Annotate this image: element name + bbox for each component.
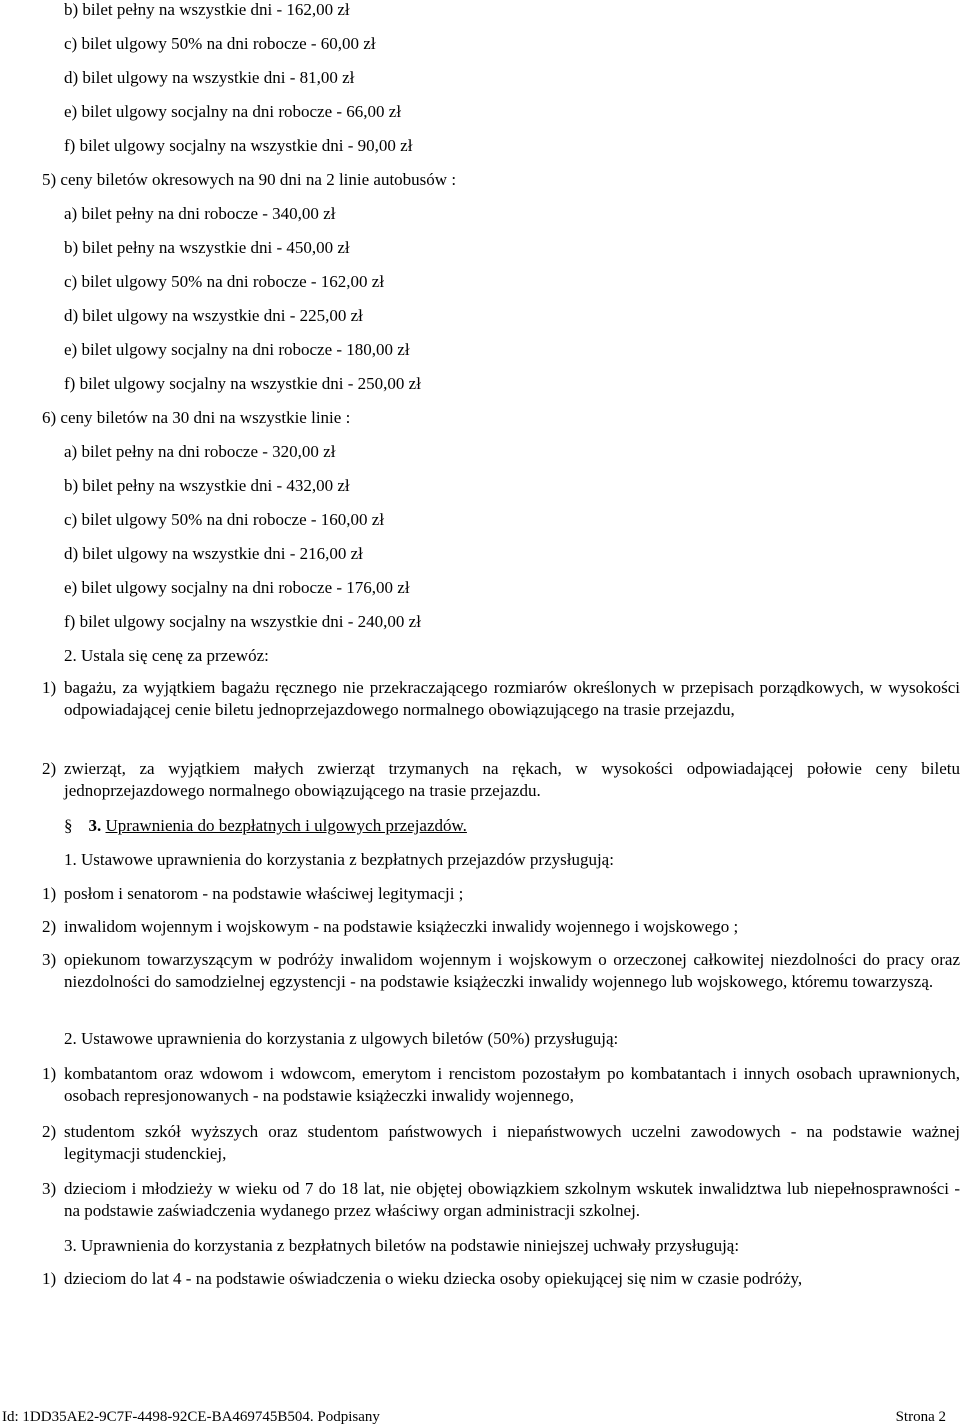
price-line: c) bilet ulgowy 50% na dni robocze - 160,00 zł	[64, 510, 385, 529]
list-item	[42, 1178, 960, 1222]
price-line: d) bilet ulgowy na wszystkie dni - 225,00 zł	[64, 306, 363, 325]
paragraph-heading: 1. Ustawowe uprawnienia do korzystania z bezpłatnych przejazdów przysługują:	[64, 850, 614, 869]
item-number: 1)	[42, 678, 57, 697]
list-item	[42, 1063, 960, 1107]
document-id: Id: 1DD35AE2-9C7F-4498-92CE-BA469745B504. Podpisany	[2, 1409, 380, 1425]
item-text: dzieciom i młodzieży w wieku od 7 do 18 lat, nie objętej obowiązkiem szkolnym wskutek inwalidztwa lub niepełnosprawności - na podstawie zaświadczenia wydanego przez właściwy organ administracji szkolnej.	[64, 1179, 960, 1220]
price-line: b) bilet pełny na wszystkie dni - 432,00 zł	[64, 476, 350, 495]
list-item	[42, 949, 960, 993]
item-number: 2)	[42, 759, 57, 778]
item-text: zwierząt, za wyjątkiem małych zwierząt trzymanych na rękach, w wysokości odpowiadającej połowie ceny biletu jednoprzejazdowego normalnego obowiązującego na trasie przejazdu.	[64, 759, 960, 800]
price-line: e) bilet ulgowy socjalny na dni robocze - 180,00 zł	[64, 340, 410, 359]
item-number: 3)	[42, 950, 57, 969]
price-line: c) bilet ulgowy 50% na dni robocze - 162,00 zł	[64, 272, 385, 291]
item-text: bagażu, za wyjątkiem bagażu ręcznego nie przekraczającego rozmiarów określonych w przepisach porządkowych, w wysokości odpowiadającej cenie biletu jednoprzejazdowego normalnego obowiązującego na trasie przejazdu,	[64, 678, 960, 719]
paragraph-heading: 2. Ustala się cenę za przewóz:	[64, 646, 269, 665]
list-item	[42, 916, 960, 938]
price-line: b) bilet pełny na wszystkie dni - 162,00 zł	[64, 0, 350, 19]
item-number: 3)	[42, 1179, 57, 1198]
price-line: b) bilet pełny na wszystkie dni - 450,00 zł	[64, 238, 350, 257]
section-number: 3.	[88, 816, 102, 835]
list-item	[42, 1268, 960, 1290]
price-line: d) bilet ulgowy na wszystkie dni - 216,00 zł	[64, 544, 363, 563]
item-number: 1)	[42, 1269, 57, 1288]
item-text: kombatantom oraz wdowom i wdowcom, emerytom i rencistom pozostałym po kombatantach i innych osobach uprawnionych, osobach represjonowanych - na podstawie książeczki inwalidy wojennego,	[64, 1064, 960, 1105]
list-item	[42, 883, 960, 905]
price-group-heading: 6) ceny biletów na 30 dni na wszystkie linie :	[42, 408, 351, 427]
paragraph-heading: 3. Uprawnienia do korzystania z bezpłatnych biletów na podstawie niniejszej uchwały przysługują:	[64, 1236, 740, 1255]
price-line: f) bilet ulgowy socjalny na wszystkie dni - 90,00 zł	[64, 136, 413, 155]
section-title: Uprawnienia do bezpłatnych i ulgowych przejazdów.	[105, 816, 467, 835]
list-item	[42, 677, 960, 721]
section-symbol: §	[64, 816, 73, 835]
price-line: d) bilet ulgowy na wszystkie dni - 81,00 zł	[64, 68, 355, 87]
price-group-heading: 5) ceny biletów okresowych na 90 dni na 2 linie autobusów :	[42, 170, 457, 189]
item-text: studentom szkół wyższych oraz studentom państwowych i niepaństwowych uczelni zawodowych - na podstawie ważnej legitymacji studenckiej,	[64, 1122, 960, 1163]
list-item	[42, 758, 960, 802]
price-line: a) bilet pełny na dni robocze - 320,00 zł	[64, 442, 336, 461]
item-text: opiekunom towarzyszącym w podróży inwalidom wojennym i wojskowym o orzeczonej całkowitej niezdolności do pracy oraz niezdolności do samodzielnej egzystencji - na podstawie książeczki inwalidy wojennego lub wojskowego, któremu towarzyszą.	[64, 950, 960, 991]
price-line: f) bilet ulgowy socjalny na wszystkie dni - 240,00 zł	[64, 612, 421, 631]
item-text: inwalidom wojennym i wojskowym - na podstawie książeczki inwalidy wojennego i wojskowego ;	[64, 917, 739, 936]
page-number: Strona 2	[895, 1409, 946, 1425]
price-line: f) bilet ulgowy socjalny na wszystkie dni - 250,00 zł	[64, 374, 421, 393]
item-number: 1)	[42, 884, 57, 903]
section-heading	[64, 816, 467, 836]
item-number: 2)	[42, 1122, 57, 1141]
price-line: c) bilet ulgowy 50% na dni robocze - 60,00 zł	[64, 34, 376, 53]
price-line: e) bilet ulgowy socjalny na dni robocze - 66,00 zł	[64, 102, 402, 121]
price-line: e) bilet ulgowy socjalny na dni robocze - 176,00 zł	[64, 578, 410, 597]
list-item	[42, 1121, 960, 1165]
item-number: 1)	[42, 1064, 57, 1083]
price-line: a) bilet pełny na dni robocze - 340,00 zł	[64, 204, 336, 223]
item-text: posłom i senatorom - na podstawie właściwej legitymacji ;	[64, 884, 464, 903]
item-number: 2)	[42, 917, 57, 936]
paragraph-heading: 2. Ustawowe uprawnienia do korzystania z ulgowych biletów (50%) przysługują:	[64, 1029, 619, 1048]
item-text: dzieciom do lat 4 - na podstawie oświadczenia o wieku dziecka osoby opiekującej się nim w czasie podróży,	[64, 1269, 803, 1288]
